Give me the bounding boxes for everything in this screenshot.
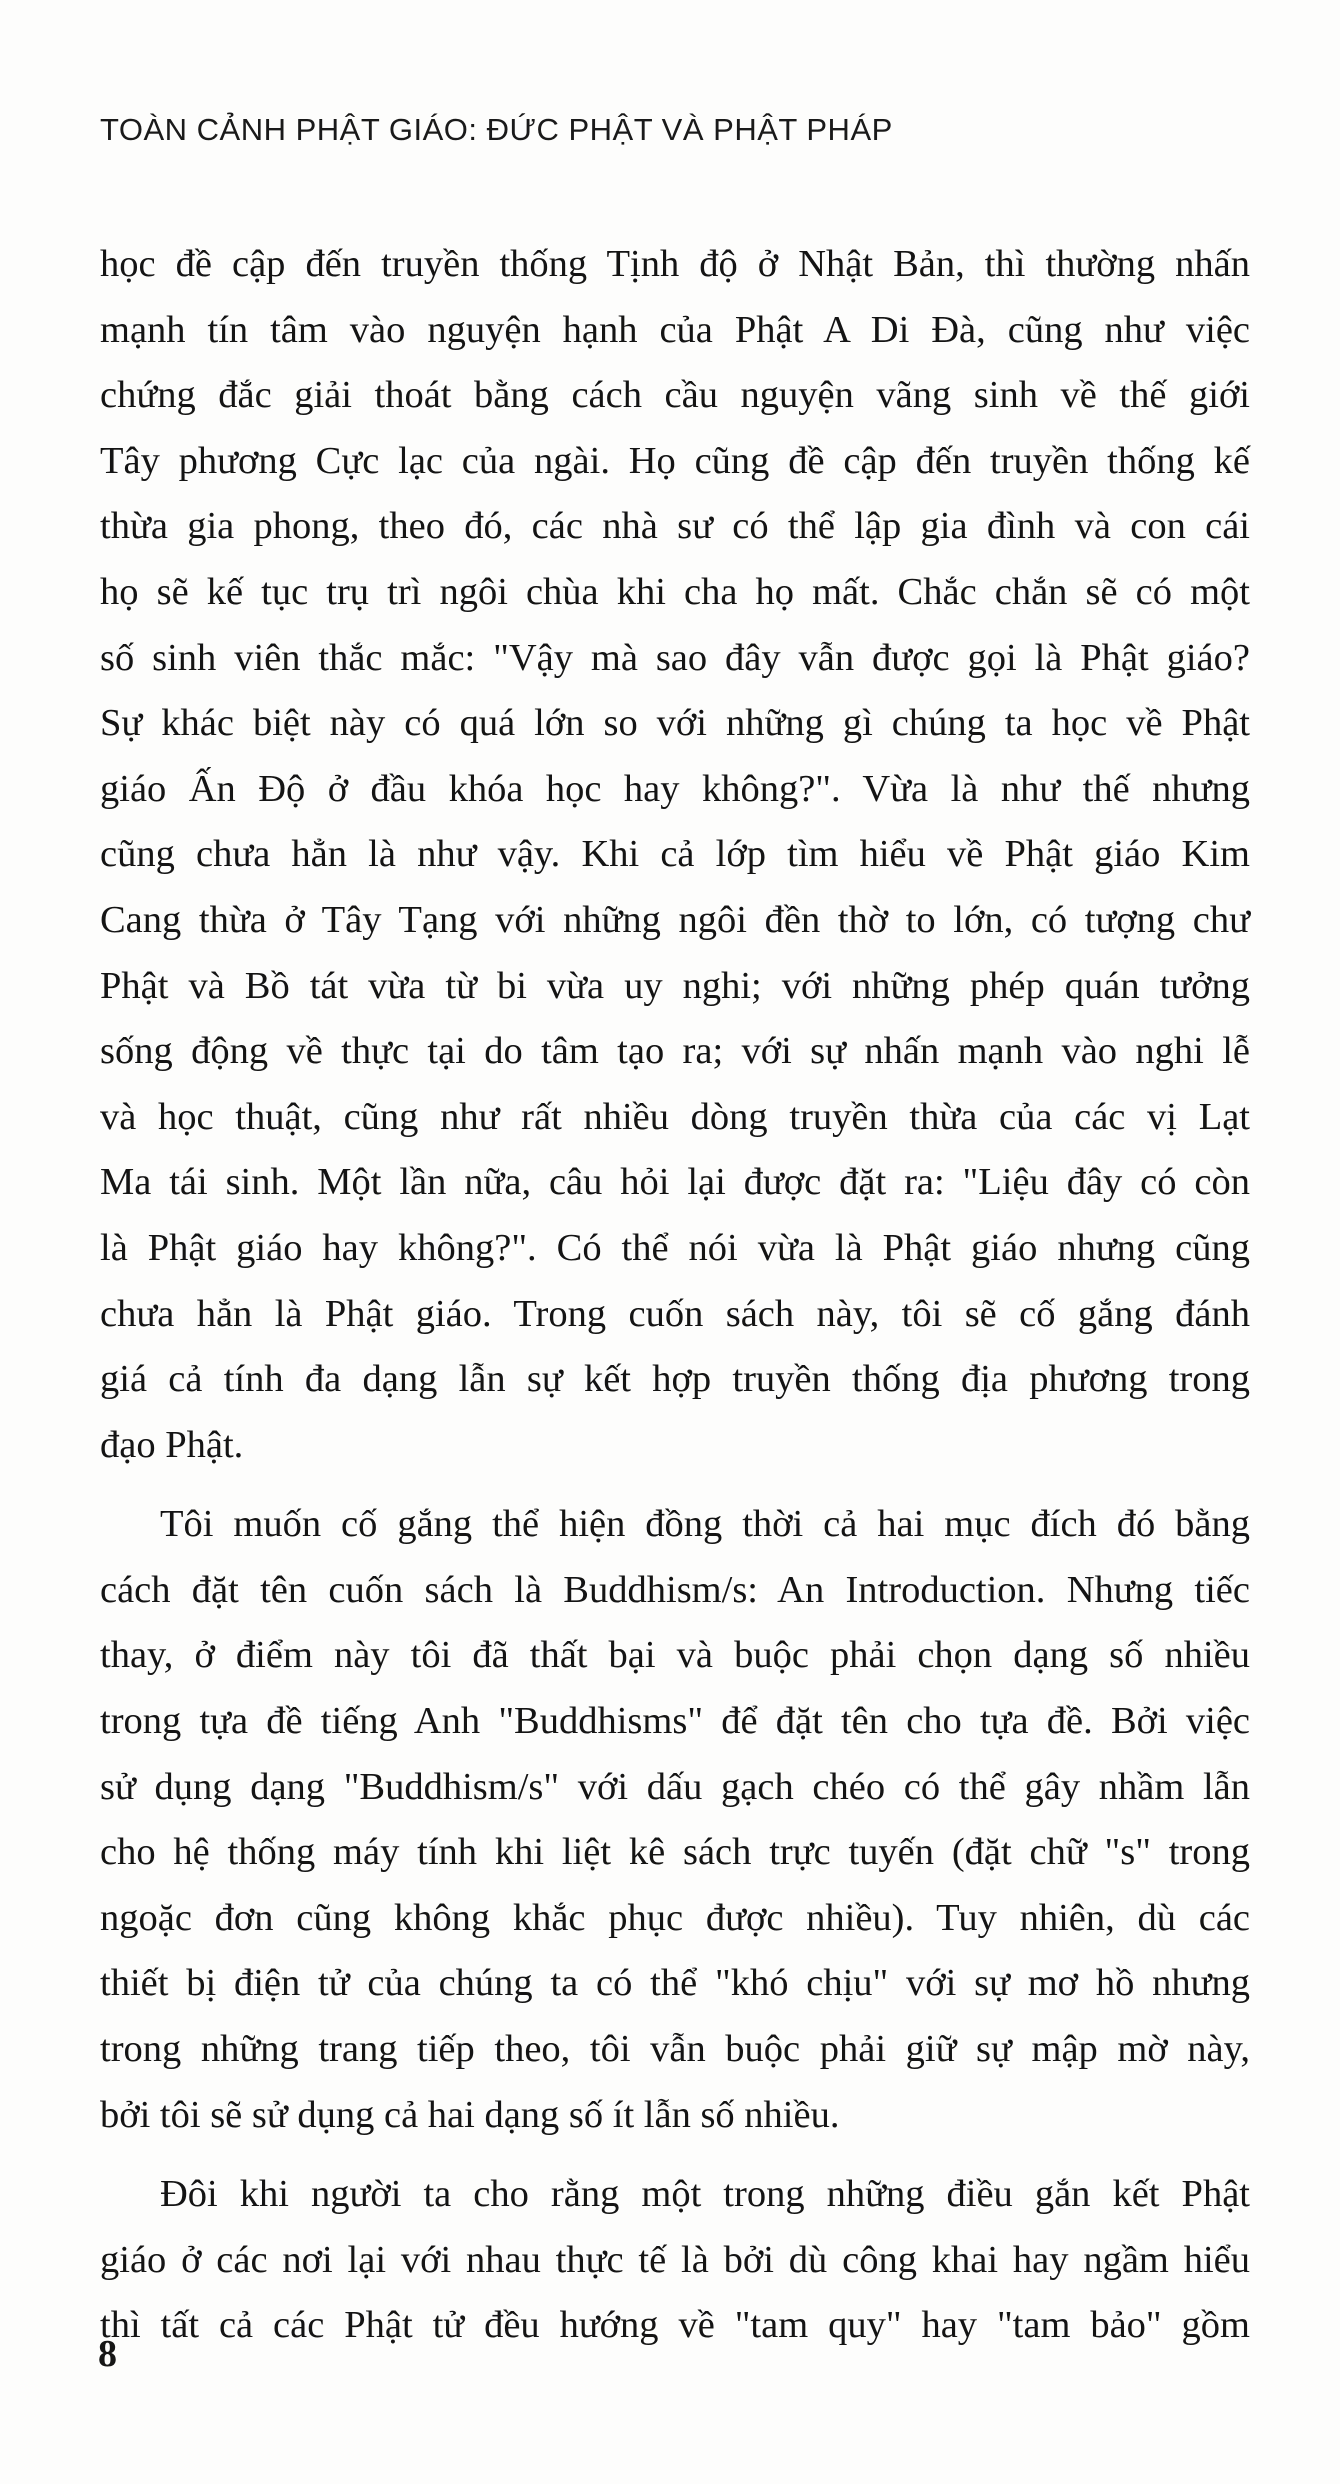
text-line: trong những trang tiếp theo, tôi vẫn buộc phải giữ sự mập mờ này, bbox=[100, 2028, 1250, 2071]
text-line: giá cả tính đa dạng lẫn sự kết hợp truyền thống địa phương trong bbox=[100, 1358, 1250, 1401]
text-line: mạnh tín tâm vào nguyện hạnh của Phật A Di Đà, cũng như việc bbox=[100, 308, 1250, 351]
text-line: giáo Ấn Độ ở đầu khóa học hay không?". Vừa là như thế nhưng bbox=[100, 767, 1250, 810]
text-line: và học thuật, cũng như rất nhiều dòng truyền thừa của các vị Lạt bbox=[100, 1095, 1250, 1138]
text-line: cho hệ thống máy tính khi liệt kê sách trực tuyến (đặt chữ "s" trong bbox=[100, 1831, 1250, 1874]
body-text bbox=[100, 218, 1250, 2359]
text-line: thì tất cả các Phật tử đều hướng về "tam quy" hay "tam bảo" gồm bbox=[100, 2304, 1250, 2347]
running-header: TOÀN CẢNH PHẬT GIÁO: ĐỨC PHẬT VÀ PHẬT PHÁP bbox=[100, 112, 893, 147]
page-number: 8 bbox=[98, 2333, 117, 2375]
text-line: bởi tôi sẽ sử dụng cả hai dạng số ít lẫn số nhiều. bbox=[100, 2093, 840, 2136]
text-line: cũng chưa hẳn là như vậy. Khi cả lớp tìm hiểu về Phật giáo Kim bbox=[100, 833, 1250, 876]
paragraph-2 bbox=[100, 1492, 1250, 2148]
text-line: Đôi khi người ta cho rằng một trong những điều gắn kết Phật bbox=[160, 2173, 1250, 2216]
text-line: giáo ở các nơi lại với nhau thực tế là bởi dù công khai hay ngầm hiểu bbox=[100, 2238, 1250, 2281]
text-line: chứng đắc giải thoát bằng cách cầu nguyện vãng sinh về thế giới bbox=[100, 374, 1250, 417]
text-line: Sự khác biệt này có quá lớn so với những gì chúng ta học về Phật bbox=[100, 702, 1250, 745]
text-line: sử dụng dạng "Buddhism/s" với dấu gạch chéo có thể gây nhầm lẫn bbox=[100, 1765, 1250, 1808]
text-line: ngoặc đơn cũng không khắc phục được nhiều). Tuy nhiên, dù các bbox=[100, 1896, 1250, 1939]
text-line: trong tựa đề tiếng Anh "Buddhisms" để đặt tên cho tựa đề. Bởi việc bbox=[100, 1700, 1250, 1743]
text-line: Ma tái sinh. Một lần nữa, câu hỏi lại được đặt ra: "Liệu đây có còn bbox=[100, 1161, 1250, 1204]
text-line: sống động về thực tại do tâm tạo ra; với sự nhấn mạnh vào nghi lễ bbox=[100, 1030, 1250, 1073]
text-line: thiết bị điện tử của chúng ta có thể "khó chịu" với sự mơ hồ nhưng bbox=[100, 1962, 1250, 2005]
paragraph-1 bbox=[100, 232, 1250, 1478]
text-line: thay, ở điểm này tôi đã thất bại và buộc phải chọn dạng số nhiều bbox=[100, 1634, 1250, 1677]
text-line: họ sẽ kế tục trụ trì ngôi chùa khi cha họ mất. Chắc chắn sẽ có một bbox=[100, 570, 1250, 613]
text-line: Cang thừa ở Tây Tạng với những ngôi đền thờ to lớn, có tượng chư bbox=[100, 898, 1250, 941]
text-line: cách đặt tên cuốn sách là Buddhism/s: An Introduction. Nhưng tiếc bbox=[100, 1568, 1250, 1611]
text-line: đạo Phật. bbox=[100, 1423, 244, 1466]
text-line: học đề cập đến truyền thống Tịnh độ ở Nhật Bản, thì thường nhấn bbox=[100, 243, 1250, 285]
text-line: Phật và Bồ tát vừa từ bi vừa uy nghi; với những phép quán tưởng bbox=[100, 964, 1250, 1007]
text-line: thừa gia phong, theo đó, các nhà sư có thể lập gia đình và con cái bbox=[100, 505, 1250, 548]
text-line: Tây phương Cực lạc của ngài. Họ cũng đề cập đến truyền thống kế bbox=[100, 439, 1250, 482]
text-line: Tôi muốn cố gắng thể hiện đồng thời cả hai mục đích đó bằng bbox=[160, 1503, 1250, 1546]
text-line: chưa hẳn là Phật giáo. Trong cuốn sách này, tôi sẽ cố gắng đánh bbox=[100, 1292, 1250, 1335]
text-line: số sinh viên thắc mắc: "Vậy mà sao đây vẫn được gọi là Phật giáo? bbox=[100, 636, 1250, 679]
text-line: là Phật giáo hay không?". Có thể nói vừa là Phật giáo nhưng cũng bbox=[100, 1226, 1250, 1269]
paragraph-3 bbox=[100, 2162, 1250, 2359]
